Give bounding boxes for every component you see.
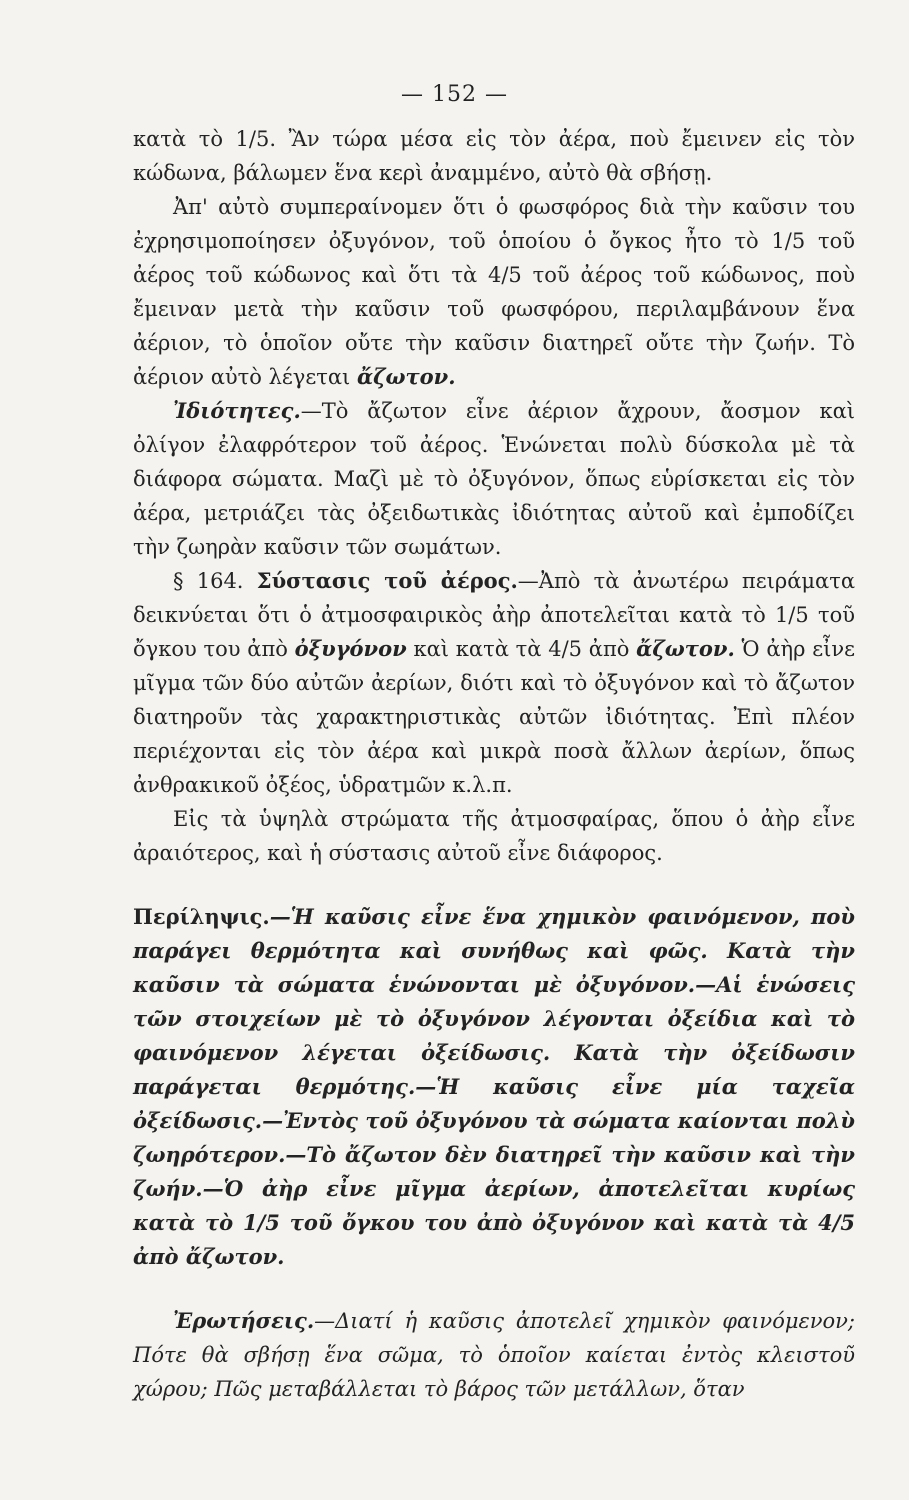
- composition-text-3: Ὁ ἀὴρ εἶνε μῖγμα τῶν δύο αὐτῶν ἀερίων, διότι καὶ τὸ ὀξυγόνον καὶ τὸ ἄζωτον διατηροῦν τὰς χαρακτηριστικὰς αὐτῶν ἰδιότητας. Ἐπὶ πλέον περιέχονται εἰς τὸν ἀέρα καὶ μικρὰ ποσὰ ἄλλων ἀερίων, ὅπως ἀνθρακικοῦ ὀξέος, ὑδρατμῶν κ.λ.π.: [133, 637, 855, 797]
- paragraph-conclusion: [133, 190, 855, 394]
- main-text: [133, 122, 855, 1406]
- composition-text-1: —Ἀπὸ τὰ ἀνωτέρω πειράματα δεικνύεται ὅτι ὁ ἀτμοσφαιρικὸς ἀὴρ ἀποτελεῖται κατὰ τὸ 1/5 τοῦ ὄγκου του ἀπὸ: [133, 569, 856, 661]
- summary-text: —Ἡ καῦσις εἶνε ἕνα χημικὸν φαινόμενον, ποὺ παράγει θερμότητα καὶ συνήθως καὶ φῶς. Κατὰ τὴν καῦσιν τὰ σώματα ἑνώνονται μὲ ὀξυγόνον.—Αἱ ἑνώσεις τῶν στοιχείων μὲ τὸ ὀξυγόνον λέγονται ὀξείδια καὶ τὸ φαινόμενον λέγεται ὀξείδωσις. Κατὰ τὴν ὀξείδωσιν παράγεται θερμότης.—Ἡ καῦσις εἶνε μία ταχεῖα ὀξείδωσις.—Ἐντὸς τοῦ ὀξυγόνου τὰ σώματα καίονται πολὺ ζωηρότερον.—Τὸ ἄζωτον δὲν διατηρεῖ τὴν καῦσιν καὶ τὴν ζωήν.—Ὁ ἀὴρ εἶνε μῖγμα ἀερίων, ἀποτελεῖται κυρίως κατὰ τὸ 1/5 τοῦ ὄγκου του ἀπὸ ὀξυγόνον καὶ κατὰ τὰ 4/5 ἀπὸ ἄζωτον.: [133, 904, 855, 1269]
- section-number: § 164.: [173, 569, 244, 593]
- questions-label: Ἐρωτήσεις.: [173, 1308, 315, 1333]
- paragraph-properties: [133, 394, 855, 564]
- properties-text: —Τὸ ἄζωτον εἶνε ἀέριον ἄχρουν, ἄοσμον καὶ ὀλίγον ἐλαφρότερον τοῦ ἀέρος. Ἑνώνεται πολὺ δύσκολα μὲ τὰ διάφορα σώματα. Μαζὶ μὲ τὸ ὀξυγόνον, ὅπως εὑρίσκεται εἰς τὸν ἀέρα, μετριάζει τὰς ὀξειδωτικὰς ἰδιότητας αὐτοῦ καὶ ἐμποδίζει τὴν ζωηρὰν καῦσιν τῶν σωμάτων.: [133, 399, 855, 559]
- term-nitrogen: ἄζωτον.: [356, 364, 456, 389]
- term-nitrogen-2: ἄζωτον.: [636, 636, 735, 661]
- paragraph-candle-experiment: κατὰ τὸ 1/5. Ἂν τώρα μέσα εἰς τὸν ἀέρα, ποὺ ἔμεινεν εἰς τὸν κώδωνα, βάλωμεν ἕνα κερὶ ἀναμμένο, αὐτὸ θὰ σβήσῃ.: [133, 127, 855, 185]
- summary-paragraph: [133, 900, 855, 1274]
- properties-label: Ἰδιότητες.: [173, 398, 301, 423]
- term-oxygen: ὀξυγόνον: [294, 636, 407, 661]
- page-number: — 152 —: [401, 82, 508, 107]
- paragraph-upper-atmosphere: Εἰς τὰ ὑψηλὰ στρώματα τῆς ἀτμοσφαίρας, ὅπου ὁ ἀὴρ εἶνε ἀραιότερος, καὶ ἡ σύστασις αὐτοῦ εἶνε διάφορος.: [133, 807, 855, 865]
- paragraph-conclusion-text: Ἀπ' αὐτὸ συμπεραίνομεν ὅτι ὁ φωσφόρος διὰ τὴν καῦσιν του ἐχρησιμοποίησεν ὀξυγόνον, τοῦ ὁποίου ὁ ὄγκος ἦτο τὸ 1/5 τοῦ ἀέρος τοῦ κώδωνος καὶ ὅτι τὰ 4/5 τοῦ ἀέρος τοῦ κώδωνος, ποὺ ἔμειναν μετὰ τὴν καῦσιν τοῦ φωσφόρου, περιλαμβάνουν ἕνα ἀέριον, τὸ ὁποῖον οὔτε τὴν καῦσιν διατηρεῖ οὔτε τὴν ζωήν. Τὸ ἀέριον αὐτὸ λέγεται: [133, 195, 855, 389]
- summary-label: Περίληψις.: [133, 904, 270, 929]
- paragraph-composition: [133, 564, 855, 802]
- questions-paragraph: [133, 1304, 855, 1406]
- composition-text-2: καὶ κατὰ τὰ 4/5 ἀπὸ: [406, 637, 637, 661]
- section-heading: Σύστασις τοῦ ἀέρος.: [256, 568, 518, 593]
- questions-text: —Διατί ἡ καῦσις ἀποτελεῖ χημικὸν φαινόμενον; Πότε θὰ σβήσῃ ἕνα σῶμα, τὸ ὁποῖον καίεται ἐντὸς κλειστοῦ χώρου; Πῶς μεταβάλλεται τὸ βάρος τῶν μετάλλων, ὅταν: [133, 1309, 855, 1401]
